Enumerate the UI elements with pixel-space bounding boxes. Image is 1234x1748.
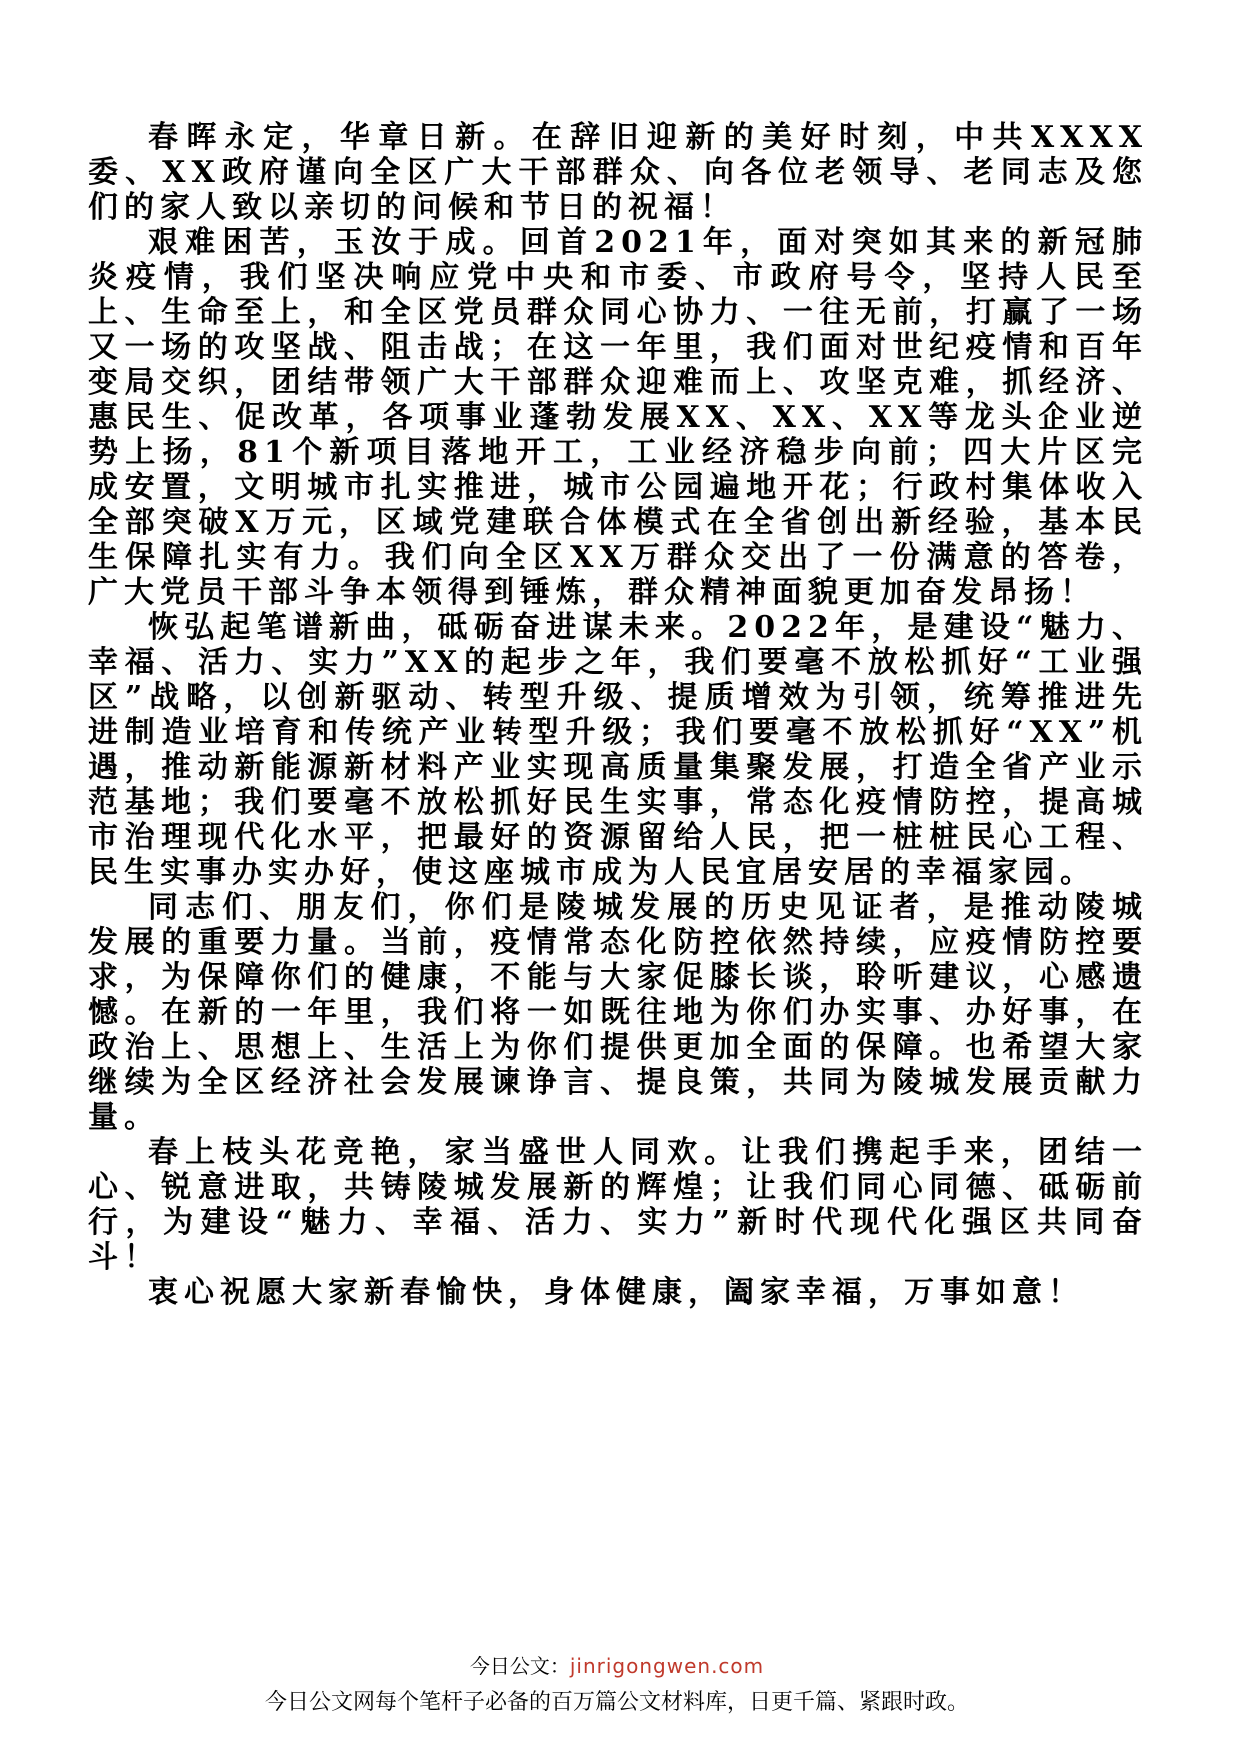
paragraph-wishes: 衷心祝愿大家新春愉快，身体健康，阖家幸福，万事如意！ — [148, 1275, 1084, 1310]
paragraph-plan-2022: 恢弘起笔谱新曲，砥砺奋进谋未来。2022年，是建设“魅力、幸福、活力、实力”XX的起步之年，我们要毫不放松抓好“工业强区”战略，以创新驱动、转型升级、提质增效为引领，统筹推进先进制造业培育和传统产业转型升级；我们要毫不放松抓好“XX”机遇，推动新能源新材料产业实现高质量集聚发展，打造全省产业示范基地；我们要毫不放松抓好民生实事，常态化疫情防控，提高城市治理现代化水平，把最好的资源留给人民，把一桩桩民心工程、民生实事办实办好，使这座城市成为人民宜居安居的幸福家园。 — [88, 610, 1148, 890]
footer-tagline: 今日公文网每个笔杆子必备的百万篇公文材料库，日更千篇、紧跟时政。 — [264, 1690, 969, 1715]
paragraph-greeting: 春晖永定，华章日新。在辞旧迎新的美好时刻，中共XXXX委、XX政府谨向全区广大干部群众、向各位老领导、老同志及您们的家人致以亲切的问候和节日的祝福！ — [88, 120, 1148, 225]
paragraph-review-2021: 艰难困苦，玉汝于成。回首2021年，面对突如其来的新冠肺炎疫情，我们坚决响应党中央和市委、市政府号令，坚持人民至上、生命至上，和全区党员群众同心协力、一往无前，打赢了一场又一场的攻坚战、阻击战；在这一年里，我们面对世纪疫情和百年变局交织，团结带领广大干部群众迎难而上、攻坚克难，抓经济、惠民生、促改革，各项事业蓬勃发展XX、XX、XX等龙头企业逆势上扬，81个新项目落地开工，工业经济稳步向前；四大片区完成安置，文明城市扎实推进，城市公园遍地开花；行政村集体收入全部突破X万元，区域党建联合体模式在全省创出新经验，基本民生保障扎实有力。我们向全区XX万群众交出了一份满意的答卷，广大党员干部斗争本领得到锤炼，群众精神面貌更加奋发昂扬！ — [88, 225, 1148, 610]
paragraph-call-to-action: 春上枝头花竞艳，家当盛世人同欢。让我们携起手来，团结一心、锐意进取，共铸陵城发展新的辉煌；让我们同心同德、砥砺前行，为建设“魅力、幸福、活力、实力”新时代现代化强区共同奋斗！ — [88, 1135, 1148, 1275]
document-body — [88, 120, 1148, 1310]
paragraph-comrades: 同志们、朋友们，你们是陵城发展的历史见证者，是推动陵城发展的重要力量。当前，疫情常态化防控依然持续，应疫情防控要求，为保障你们的健康，不能与大家促膝长谈，聆听建议，心感遗憾。在新的一年里，我们将一如既往地为你们办实事、办好事，在政治上、思想上、生活上为你们提供更加全面的保障。也希望大家继续为全区经济社会发展谏诤言、提良策，共同为陵城发展贡献力量。 — [88, 890, 1148, 1135]
footer-site-line — [0, 1653, 1234, 1679]
footer — [0, 1653, 1234, 1717]
footer-site-link[interactable]: jinrigongwen.com — [569, 1654, 765, 1678]
footer-site-prefix: 今日公文： — [469, 1654, 570, 1678]
